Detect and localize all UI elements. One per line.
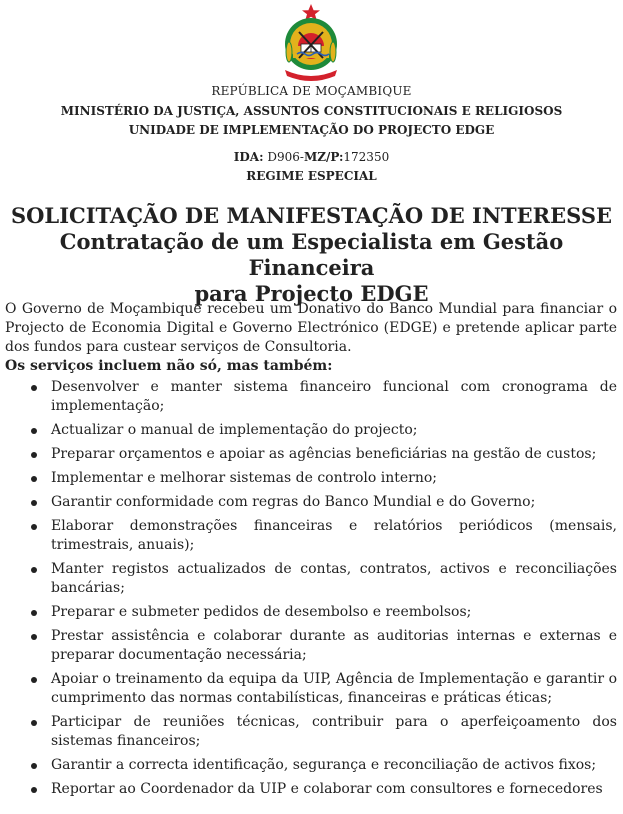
list-item: Manter registos actualizados de contas, contratos, activos e reconciliações bancárias; bbox=[5, 560, 617, 598]
ministry-name: MINISTÉRIO DA JUSTIÇA, ASSUNTOS CONSTITUCIONAIS E RELIGIOSOS bbox=[60, 104, 563, 118]
list-item: Reportar ao Coordenador da UIP e colaborar com consultores e fornecedores bbox=[5, 780, 617, 799]
regime-label: REGIME ESPECIAL bbox=[246, 169, 377, 183]
title-line-1: SOLICITAÇÃO DE MANIFESTAÇÃO DE INTERESSE bbox=[10, 203, 613, 228]
ida-label: IDA: bbox=[233, 150, 264, 164]
list-item: Participar de reuniões técnicas, contribuir para o aperfeiçoamento dos sistemas financeiros; bbox=[5, 713, 617, 751]
list-item: Preparar e submeter pedidos de desembolso e reembolsos; bbox=[5, 603, 617, 622]
title-line-3: para Projecto EDGE bbox=[194, 281, 429, 306]
mozambique-emblem-icon bbox=[279, 2, 343, 84]
republic-name: REPÚBLICA DE MOÇAMBIQUE bbox=[211, 84, 412, 98]
list-item: Elaborar demonstrações financeiras e relatórios periódicos (mensais, trimestrais, anuais); bbox=[5, 517, 617, 555]
document-body bbox=[5, 300, 617, 804]
list-item: Garantir conformidade com regras do Banco Mundial e do Governo; bbox=[5, 493, 617, 512]
intro-paragraph: O Governo de Moçambique recebeu um Donativo do Banco Mundial para financiar o Projecto de Economia Digital e Governo Electrónico (EDGE) e pretende aplicar parte dos fundos para custear serviços de Consultoria. bbox=[5, 301, 617, 355]
ida-code-a: D906- bbox=[267, 150, 304, 164]
list-item: Actualizar o manual de implementação do projecto; bbox=[5, 421, 617, 440]
list-item: Desenvolver e manter sistema financeiro funcional com cronograma de implementação; bbox=[5, 378, 617, 416]
unit-name: UNIDADE DE IMPLEMENTAÇÃO DO PROJECTO EDGE bbox=[128, 123, 495, 137]
ida-reference bbox=[0, 150, 623, 164]
title-line-2: Contratação de um Especialista em Gestão Financeira bbox=[59, 229, 564, 280]
list-item: Preparar orçamentos e apoiar as agências beneficiárias na gestão de custos; bbox=[5, 445, 617, 464]
list-item: Garantir a correcta identificação, segurança e reconciliação de activos fixos; bbox=[5, 756, 617, 775]
document-title bbox=[0, 203, 623, 307]
services-list bbox=[5, 378, 617, 799]
list-item: Implementar e melhorar sistemas de controlo interno; bbox=[5, 469, 617, 488]
services-lead: Os serviços incluem não só, mas também: bbox=[5, 358, 333, 374]
list-item: Prestar assistência e colaborar durante as auditorias internas e externas e preparar documentação necessária; bbox=[5, 627, 617, 665]
list-item: Apoiar o treinamento da equipa da UIP, Agência de Implementação e garantir o cumprimento das normas contabilísticas, financeiras e práticas éticas; bbox=[5, 670, 617, 708]
ida-code-c: 172350 bbox=[343, 150, 390, 164]
ida-code-b: MZ/P: bbox=[303, 150, 344, 164]
